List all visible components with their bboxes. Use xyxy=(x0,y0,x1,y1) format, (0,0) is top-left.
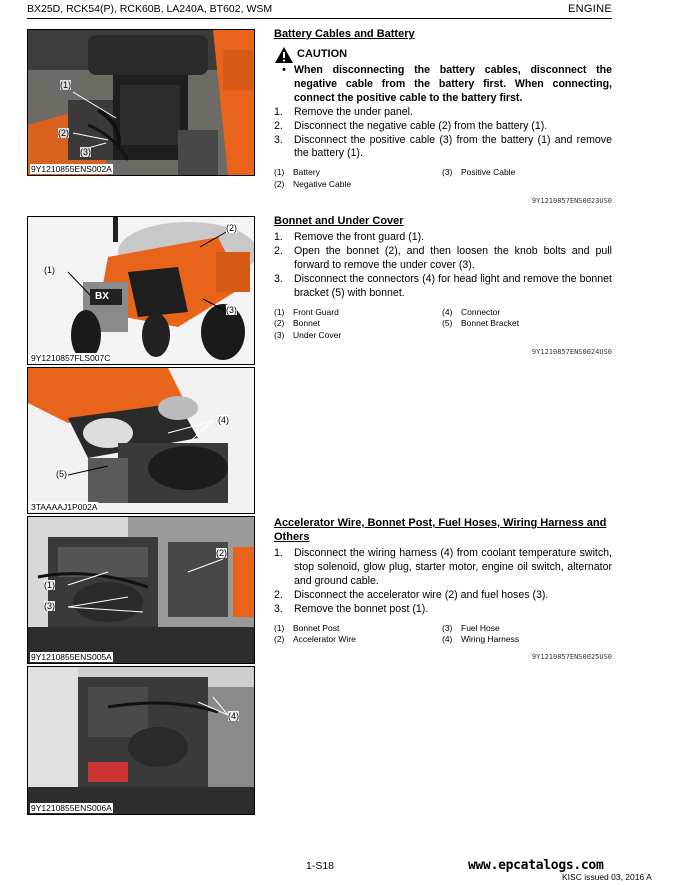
figure-tractor-front xyxy=(27,216,255,365)
legend-item: (2) Accelerator Wire xyxy=(274,634,356,645)
legend-item: (4) Wiring Harness xyxy=(442,634,520,645)
warning-triangle-icon xyxy=(274,46,294,64)
header-rule xyxy=(27,18,612,19)
legend-item xyxy=(442,179,612,191)
caution-heading xyxy=(274,46,612,64)
callout-3: (3) xyxy=(44,601,55,611)
callout-4: (4) xyxy=(218,415,229,425)
step-item: 2. Disconnect the accelerator wire (2) and fuel hoses (3). xyxy=(274,588,549,601)
engine-photo-art xyxy=(28,517,254,663)
figure-code: 9Y1210857FLS007C xyxy=(31,353,111,363)
doc-id: 9Y1210857ENS0023US0 xyxy=(531,197,612,206)
step-item: 2. Disconnect the negative cable (2) from the battery (1). xyxy=(274,119,548,132)
step-item: 3. Disconnect the positive cable (3) from the battery (1) and remove the battery (1). xyxy=(274,133,612,160)
step-list xyxy=(274,106,612,162)
step-list xyxy=(274,547,612,617)
section-bonnet xyxy=(274,214,612,360)
doc-id: 9Y1210857ENS0024US0 xyxy=(531,348,612,357)
callout-4: (4) xyxy=(228,711,239,721)
watermark-link[interactable]: www.epcatalogs.com xyxy=(468,858,604,873)
bullet-icon: • xyxy=(282,64,286,76)
callout-5: (5) xyxy=(56,469,67,479)
legend-item: (5) Bonnet Bracket xyxy=(442,318,520,329)
tractor-photo-art xyxy=(28,217,254,364)
figure-battery xyxy=(27,29,255,176)
step-item: 3. Disconnect the connectors (4) for head light and remove the bonnet bracket (5) with bonnet. xyxy=(274,272,612,299)
legend xyxy=(274,623,612,646)
legend xyxy=(274,167,612,190)
legend-item: (3) Positive Cable xyxy=(442,167,516,178)
step-item: 1. Disconnect the wiring harness (4) from coolant temperature switch, stop solenoid, glow plug, starter motor, engine oil switch, alternator and ground cable. xyxy=(274,547,612,587)
callout-2: (2) xyxy=(226,223,237,233)
page-number: 1-S18 xyxy=(306,860,335,872)
step-item: 1. Remove the front guard (1). xyxy=(274,231,425,243)
section-title: Bonnet and Under Cover xyxy=(274,215,404,227)
figure-code: 9Y1210855ENS005A xyxy=(31,652,112,662)
legend xyxy=(274,307,612,342)
section-title: Battery Cables and Battery xyxy=(274,28,415,40)
callout-2: (2) xyxy=(58,128,69,138)
caution-text: • When disconnecting the battery cables, disconnect the negative cable from the battery first. When connecting, connect the positive cable to the battery first. xyxy=(274,64,612,106)
figure-wiring-harness xyxy=(27,666,255,815)
figure-code: 9Y1210855ENS002A xyxy=(31,164,112,174)
section-accelerator xyxy=(274,516,612,664)
legend-item: (3) Fuel Hose xyxy=(442,622,500,633)
legend-item: (2) Negative Cable xyxy=(274,178,352,189)
plate-label: BX xyxy=(95,291,109,302)
step-item: 1. Remove the under panel. xyxy=(274,105,413,118)
legend-item: (4) Connector xyxy=(442,306,501,317)
legend-item: (1) Bonnet Post xyxy=(274,622,340,633)
figure-engine-side xyxy=(27,516,255,664)
legend-item: (3) Under Cover xyxy=(274,329,342,340)
harness-photo-art xyxy=(28,667,254,814)
figure-code: 3TAAAAJ1P002A xyxy=(31,502,98,512)
legend-item: (1) Battery xyxy=(274,167,320,178)
figure-code: 9Y1210855ENS006A xyxy=(31,803,112,813)
legend-item: (2) Bonnet xyxy=(274,318,320,329)
step-list xyxy=(274,231,612,301)
callout-1: (1) xyxy=(44,265,55,275)
step-item: 2. Open the bonnet (2), and then loosen the knob bolts and pull forward to remove the under cover (3). xyxy=(274,244,612,271)
step-item: 3. Remove the bonnet post (1). xyxy=(274,602,429,615)
header-chapter: ENGINE xyxy=(568,3,612,15)
figure-bonnet-open xyxy=(27,367,255,514)
issued-note: KISC issued 03, 2016 A xyxy=(562,872,652,882)
bonnet-photo-art xyxy=(28,368,254,513)
callout-1: (1) xyxy=(60,80,71,90)
section-battery xyxy=(274,27,612,209)
header-models: BX25D, RCK54(P), RCK60B, LA240A, BT602, WSM xyxy=(27,3,273,15)
caution-label: CAUTION xyxy=(297,48,348,61)
legend-item xyxy=(442,330,612,342)
legend-item: (1) Front Guard xyxy=(274,306,339,317)
section-title: Accelerator Wire, Bonnet Post, Fuel Hoses, Wiring Harness and Others xyxy=(274,517,607,543)
battery-photo-art xyxy=(28,30,254,175)
callout-2: (2) xyxy=(216,548,227,558)
callout-3: (3) xyxy=(226,305,237,315)
callout-1: (1) xyxy=(44,580,55,590)
callout-3: (3) xyxy=(80,147,91,157)
doc-id: 9Y1210857ENS0025US0 xyxy=(531,652,612,661)
